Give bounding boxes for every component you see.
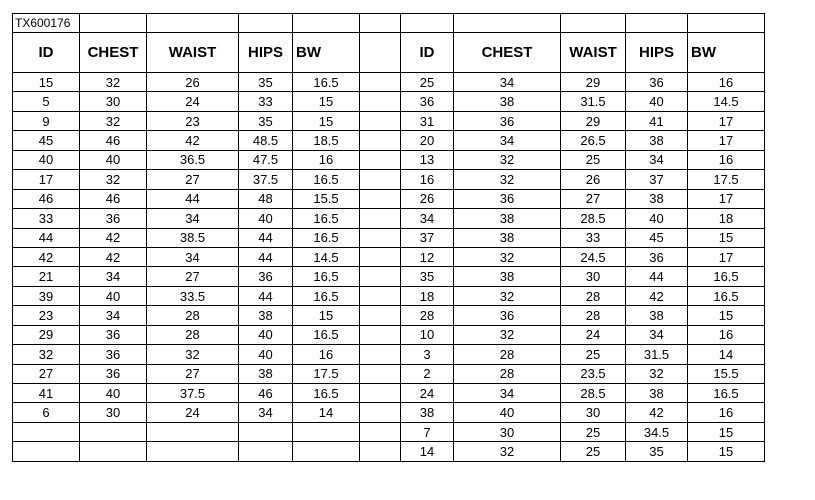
left-hips-cell: 40 bbox=[239, 209, 293, 228]
left-chest-cell: 36 bbox=[80, 325, 147, 344]
left-hips-cell bbox=[239, 442, 293, 461]
right-id-cell: 36 bbox=[401, 92, 454, 111]
right-waist-cell: 30 bbox=[561, 267, 626, 286]
table-row bbox=[13, 286, 765, 305]
right-id-cell: 7 bbox=[401, 422, 454, 441]
left-waist-cell: 27 bbox=[147, 267, 239, 286]
right-bw-cell: 15 bbox=[688, 228, 765, 247]
right-hips-cell: 37 bbox=[626, 170, 688, 189]
left-hips-cell: 35 bbox=[239, 111, 293, 130]
right-hips-cell: 38 bbox=[626, 131, 688, 150]
right-waist-cell: 25 bbox=[561, 442, 626, 461]
left-chest-cell: 46 bbox=[80, 189, 147, 208]
right-chest-cell: 36 bbox=[454, 189, 561, 208]
right-waist-cell: 28.5 bbox=[561, 384, 626, 403]
header-waist-right: WAIST bbox=[561, 33, 626, 73]
right-id-cell: 38 bbox=[401, 403, 454, 422]
left-waist-cell bbox=[147, 422, 239, 441]
left-hips-cell: 48 bbox=[239, 189, 293, 208]
left-bw-cell: 18.5 bbox=[293, 131, 360, 150]
left-bw-cell: 16.5 bbox=[293, 228, 360, 247]
left-hips-cell: 48.5 bbox=[239, 131, 293, 150]
right-hips-cell: 42 bbox=[626, 286, 688, 305]
table-row bbox=[13, 189, 765, 208]
left-chest-cell bbox=[80, 422, 147, 441]
left-waist-cell: 42 bbox=[147, 131, 239, 150]
left-waist-cell: 24 bbox=[147, 403, 239, 422]
left-bw-cell: 16.5 bbox=[293, 384, 360, 403]
left-id-cell: 45 bbox=[13, 131, 80, 150]
right-waist-cell: 29 bbox=[561, 111, 626, 130]
right-chest-cell: 32 bbox=[454, 150, 561, 169]
right-chest-cell: 38 bbox=[454, 209, 561, 228]
left-chest-cell: 32 bbox=[80, 111, 147, 130]
table-row bbox=[13, 442, 765, 461]
spacer-cell bbox=[360, 170, 401, 189]
left-waist-cell: 27 bbox=[147, 170, 239, 189]
left-id-cell: 9 bbox=[13, 111, 80, 130]
header-waist-left: WAIST bbox=[147, 33, 239, 73]
spacer-cell bbox=[360, 247, 401, 266]
empty-cell bbox=[147, 14, 239, 33]
right-bw-cell: 15 bbox=[688, 442, 765, 461]
right-id-cell: 13 bbox=[401, 150, 454, 169]
right-chest-cell: 40 bbox=[454, 403, 561, 422]
sheet-title: TX600176 bbox=[13, 14, 80, 33]
left-chest-cell: 42 bbox=[80, 228, 147, 247]
right-chest-cell: 32 bbox=[454, 325, 561, 344]
left-id-cell: 41 bbox=[13, 384, 80, 403]
left-hips-cell: 47.5 bbox=[239, 150, 293, 169]
table-row bbox=[13, 150, 765, 169]
right-waist-cell: 24.5 bbox=[561, 247, 626, 266]
left-waist-cell: 34 bbox=[147, 247, 239, 266]
table-row bbox=[13, 131, 765, 150]
left-bw-cell: 14 bbox=[293, 403, 360, 422]
right-hips-cell: 34.5 bbox=[626, 422, 688, 441]
table-row bbox=[13, 111, 765, 130]
right-chest-cell: 34 bbox=[454, 131, 561, 150]
empty-cell bbox=[293, 14, 360, 33]
right-waist-cell: 25 bbox=[561, 345, 626, 364]
left-waist-cell: 34 bbox=[147, 209, 239, 228]
measurement-sheet bbox=[12, 13, 764, 464]
left-waist-cell: 38.5 bbox=[147, 228, 239, 247]
right-waist-cell: 28 bbox=[561, 286, 626, 305]
left-hips-cell: 38 bbox=[239, 364, 293, 383]
right-chest-cell: 34 bbox=[454, 73, 561, 92]
right-chest-cell: 38 bbox=[454, 267, 561, 286]
table-row bbox=[13, 267, 765, 286]
right-waist-cell: 28 bbox=[561, 306, 626, 325]
right-chest-cell: 32 bbox=[454, 442, 561, 461]
spacer-cell bbox=[360, 111, 401, 130]
left-bw-cell: 15 bbox=[293, 306, 360, 325]
left-waist-cell: 27 bbox=[147, 364, 239, 383]
right-bw-cell: 16 bbox=[688, 150, 765, 169]
right-bw-cell: 16.5 bbox=[688, 384, 765, 403]
left-waist-cell: 33.5 bbox=[147, 286, 239, 305]
empty-cell bbox=[401, 14, 454, 33]
right-bw-cell: 16.5 bbox=[688, 267, 765, 286]
left-hips-cell: 44 bbox=[239, 228, 293, 247]
right-bw-cell: 17 bbox=[688, 131, 765, 150]
left-waist-cell: 44 bbox=[147, 189, 239, 208]
right-id-cell: 16 bbox=[401, 170, 454, 189]
left-bw-cell: 16.5 bbox=[293, 209, 360, 228]
right-waist-cell: 23.5 bbox=[561, 364, 626, 383]
table-row bbox=[13, 92, 765, 111]
left-waist-cell: 26 bbox=[147, 73, 239, 92]
left-hips-cell: 40 bbox=[239, 325, 293, 344]
right-hips-cell: 34 bbox=[626, 150, 688, 169]
spacer-cell bbox=[360, 33, 401, 73]
left-hips-cell: 33 bbox=[239, 92, 293, 111]
table-row bbox=[13, 384, 765, 403]
left-chest-cell: 40 bbox=[80, 286, 147, 305]
right-bw-cell: 16.5 bbox=[688, 286, 765, 305]
left-bw-cell: 16.5 bbox=[293, 325, 360, 344]
header-id-right: ID bbox=[401, 33, 454, 73]
right-hips-cell: 36 bbox=[626, 73, 688, 92]
right-hips-cell: 42 bbox=[626, 403, 688, 422]
right-bw-cell: 16 bbox=[688, 73, 765, 92]
left-chest-cell: 46 bbox=[80, 131, 147, 150]
right-waist-cell: 28.5 bbox=[561, 209, 626, 228]
table-row bbox=[13, 364, 765, 383]
right-waist-cell: 25 bbox=[561, 422, 626, 441]
spacer-cell bbox=[360, 422, 401, 441]
left-chest-cell: 40 bbox=[80, 150, 147, 169]
left-waist-cell: 23 bbox=[147, 111, 239, 130]
left-bw-cell: 16.5 bbox=[293, 73, 360, 92]
spacer-cell bbox=[360, 189, 401, 208]
left-bw-cell bbox=[293, 442, 360, 461]
right-id-cell: 25 bbox=[401, 73, 454, 92]
right-id-cell: 26 bbox=[401, 189, 454, 208]
header-bw-left: BW bbox=[293, 33, 360, 73]
left-bw-cell: 15 bbox=[293, 92, 360, 111]
left-bw-cell: 15 bbox=[293, 111, 360, 130]
left-hips-cell bbox=[239, 422, 293, 441]
empty-cell bbox=[626, 14, 688, 33]
table-row bbox=[13, 209, 765, 228]
right-bw-cell: 16 bbox=[688, 325, 765, 344]
spacer-cell bbox=[360, 384, 401, 403]
left-hips-cell: 37.5 bbox=[239, 170, 293, 189]
left-bw-cell: 15.5 bbox=[293, 189, 360, 208]
spacer-cell bbox=[360, 73, 401, 92]
right-hips-cell: 40 bbox=[626, 209, 688, 228]
left-bw-cell: 16 bbox=[293, 150, 360, 169]
header-id-left: ID bbox=[13, 33, 80, 73]
header-hips-left: HIPS bbox=[239, 33, 293, 73]
right-hips-cell: 38 bbox=[626, 189, 688, 208]
right-chest-cell: 34 bbox=[454, 384, 561, 403]
table-row bbox=[13, 228, 765, 247]
right-chest-cell: 38 bbox=[454, 228, 561, 247]
right-bw-cell: 17 bbox=[688, 247, 765, 266]
right-chest-cell: 38 bbox=[454, 92, 561, 111]
left-id-cell: 5 bbox=[13, 92, 80, 111]
left-waist-cell bbox=[147, 442, 239, 461]
right-hips-cell: 34 bbox=[626, 325, 688, 344]
left-id-cell: 46 bbox=[13, 189, 80, 208]
header-chest-left: CHEST bbox=[80, 33, 147, 73]
spacer-cell bbox=[360, 403, 401, 422]
left-chest-cell: 36 bbox=[80, 209, 147, 228]
spacer-cell bbox=[360, 442, 401, 461]
empty-cell bbox=[688, 14, 765, 33]
table-row bbox=[13, 403, 765, 422]
spacer-cell bbox=[360, 306, 401, 325]
right-hips-cell: 35 bbox=[626, 442, 688, 461]
right-waist-cell: 26.5 bbox=[561, 131, 626, 150]
right-chest-cell: 28 bbox=[454, 345, 561, 364]
spacer-cell bbox=[360, 286, 401, 305]
empty-cell bbox=[80, 14, 147, 33]
left-bw-cell: 16.5 bbox=[293, 170, 360, 189]
left-id-cell: 33 bbox=[13, 209, 80, 228]
spacer-cell bbox=[360, 364, 401, 383]
left-id-cell bbox=[13, 422, 80, 441]
left-bw-cell: 17.5 bbox=[293, 364, 360, 383]
left-hips-cell: 34 bbox=[239, 403, 293, 422]
right-id-cell: 10 bbox=[401, 325, 454, 344]
table-row bbox=[13, 247, 765, 266]
left-chest-cell: 40 bbox=[80, 384, 147, 403]
right-id-cell: 31 bbox=[401, 111, 454, 130]
header-hips-right: HIPS bbox=[626, 33, 688, 73]
table-row bbox=[13, 73, 765, 92]
measurement-table bbox=[12, 13, 765, 462]
left-id-cell: 6 bbox=[13, 403, 80, 422]
right-bw-cell: 14.5 bbox=[688, 92, 765, 111]
right-hips-cell: 38 bbox=[626, 306, 688, 325]
left-waist-cell: 36.5 bbox=[147, 150, 239, 169]
left-id-cell: 27 bbox=[13, 364, 80, 383]
left-chest-cell: 34 bbox=[80, 306, 147, 325]
spacer-cell bbox=[360, 209, 401, 228]
right-chest-cell: 32 bbox=[454, 170, 561, 189]
left-id-cell: 29 bbox=[13, 325, 80, 344]
left-bw-cell: 16.5 bbox=[293, 286, 360, 305]
left-id-cell: 21 bbox=[13, 267, 80, 286]
right-waist-cell: 24 bbox=[561, 325, 626, 344]
left-chest-cell: 32 bbox=[80, 73, 147, 92]
left-id-cell: 44 bbox=[13, 228, 80, 247]
right-hips-cell: 41 bbox=[626, 111, 688, 130]
left-id-cell: 15 bbox=[13, 73, 80, 92]
right-id-cell: 2 bbox=[401, 364, 454, 383]
right-waist-cell: 29 bbox=[561, 73, 626, 92]
right-chest-cell: 32 bbox=[454, 286, 561, 305]
right-chest-cell: 36 bbox=[454, 111, 561, 130]
spacer-cell bbox=[360, 325, 401, 344]
header-bw-right: BW bbox=[688, 33, 765, 73]
right-bw-cell: 14 bbox=[688, 345, 765, 364]
right-id-cell: 24 bbox=[401, 384, 454, 403]
left-hips-cell: 35 bbox=[239, 73, 293, 92]
right-id-cell: 20 bbox=[401, 131, 454, 150]
right-chest-cell: 28 bbox=[454, 364, 561, 383]
right-bw-cell: 15.5 bbox=[688, 364, 765, 383]
right-hips-cell: 38 bbox=[626, 384, 688, 403]
right-chest-cell: 32 bbox=[454, 247, 561, 266]
right-bw-cell: 17 bbox=[688, 189, 765, 208]
table-body bbox=[13, 73, 765, 462]
left-bw-cell: 16 bbox=[293, 345, 360, 364]
left-chest-cell: 32 bbox=[80, 170, 147, 189]
right-bw-cell: 15 bbox=[688, 422, 765, 441]
right-id-cell: 12 bbox=[401, 247, 454, 266]
left-bw-cell: 16.5 bbox=[293, 267, 360, 286]
left-chest-cell: 36 bbox=[80, 345, 147, 364]
empty-cell bbox=[561, 14, 626, 33]
table-row bbox=[13, 325, 765, 344]
left-bw-cell bbox=[293, 422, 360, 441]
right-bw-cell: 15 bbox=[688, 306, 765, 325]
right-id-cell: 14 bbox=[401, 442, 454, 461]
left-chest-cell: 30 bbox=[80, 403, 147, 422]
spacer-cell bbox=[360, 92, 401, 111]
left-waist-cell: 28 bbox=[147, 306, 239, 325]
left-hips-cell: 40 bbox=[239, 345, 293, 364]
table-row bbox=[13, 306, 765, 325]
right-id-cell: 3 bbox=[401, 345, 454, 364]
table-row bbox=[13, 345, 765, 364]
spacer-cell bbox=[360, 228, 401, 247]
empty-cell bbox=[360, 14, 401, 33]
header-row bbox=[13, 33, 765, 73]
left-waist-cell: 32 bbox=[147, 345, 239, 364]
right-hips-cell: 40 bbox=[626, 92, 688, 111]
left-hips-cell: 44 bbox=[239, 286, 293, 305]
right-hips-cell: 45 bbox=[626, 228, 688, 247]
left-chest-cell: 42 bbox=[80, 247, 147, 266]
right-id-cell: 18 bbox=[401, 286, 454, 305]
right-hips-cell: 44 bbox=[626, 267, 688, 286]
left-chest-cell: 36 bbox=[80, 364, 147, 383]
header-chest-right: CHEST bbox=[454, 33, 561, 73]
left-hips-cell: 38 bbox=[239, 306, 293, 325]
title-row bbox=[13, 14, 765, 33]
right-bw-cell: 17 bbox=[688, 111, 765, 130]
right-bw-cell: 18 bbox=[688, 209, 765, 228]
left-id-cell bbox=[13, 442, 80, 461]
right-bw-cell: 16 bbox=[688, 403, 765, 422]
left-hips-cell: 44 bbox=[239, 247, 293, 266]
left-id-cell: 17 bbox=[13, 170, 80, 189]
right-waist-cell: 26 bbox=[561, 170, 626, 189]
left-hips-cell: 46 bbox=[239, 384, 293, 403]
spacer-cell bbox=[360, 267, 401, 286]
right-waist-cell: 25 bbox=[561, 150, 626, 169]
left-chest-cell: 30 bbox=[80, 92, 147, 111]
left-id-cell: 32 bbox=[13, 345, 80, 364]
right-id-cell: 34 bbox=[401, 209, 454, 228]
right-waist-cell: 31.5 bbox=[561, 92, 626, 111]
spacer-cell bbox=[360, 131, 401, 150]
right-id-cell: 37 bbox=[401, 228, 454, 247]
table-row bbox=[13, 422, 765, 441]
right-id-cell: 28 bbox=[401, 306, 454, 325]
table-row bbox=[13, 170, 765, 189]
left-chest-cell bbox=[80, 442, 147, 461]
right-chest-cell: 30 bbox=[454, 422, 561, 441]
right-hips-cell: 31.5 bbox=[626, 345, 688, 364]
spacer-cell bbox=[360, 345, 401, 364]
right-hips-cell: 32 bbox=[626, 364, 688, 383]
right-chest-cell: 36 bbox=[454, 306, 561, 325]
left-waist-cell: 28 bbox=[147, 325, 239, 344]
left-chest-cell: 34 bbox=[80, 267, 147, 286]
right-bw-cell: 17.5 bbox=[688, 170, 765, 189]
left-waist-cell: 37.5 bbox=[147, 384, 239, 403]
left-waist-cell: 24 bbox=[147, 92, 239, 111]
left-id-cell: 39 bbox=[13, 286, 80, 305]
left-hips-cell: 36 bbox=[239, 267, 293, 286]
left-id-cell: 42 bbox=[13, 247, 80, 266]
left-bw-cell: 14.5 bbox=[293, 247, 360, 266]
right-waist-cell: 27 bbox=[561, 189, 626, 208]
right-hips-cell: 36 bbox=[626, 247, 688, 266]
spacer-cell bbox=[360, 150, 401, 169]
right-id-cell: 35 bbox=[401, 267, 454, 286]
empty-cell bbox=[454, 14, 561, 33]
left-id-cell: 23 bbox=[13, 306, 80, 325]
right-waist-cell: 33 bbox=[561, 228, 626, 247]
right-waist-cell: 30 bbox=[561, 403, 626, 422]
empty-cell bbox=[239, 14, 293, 33]
left-id-cell: 40 bbox=[13, 150, 80, 169]
